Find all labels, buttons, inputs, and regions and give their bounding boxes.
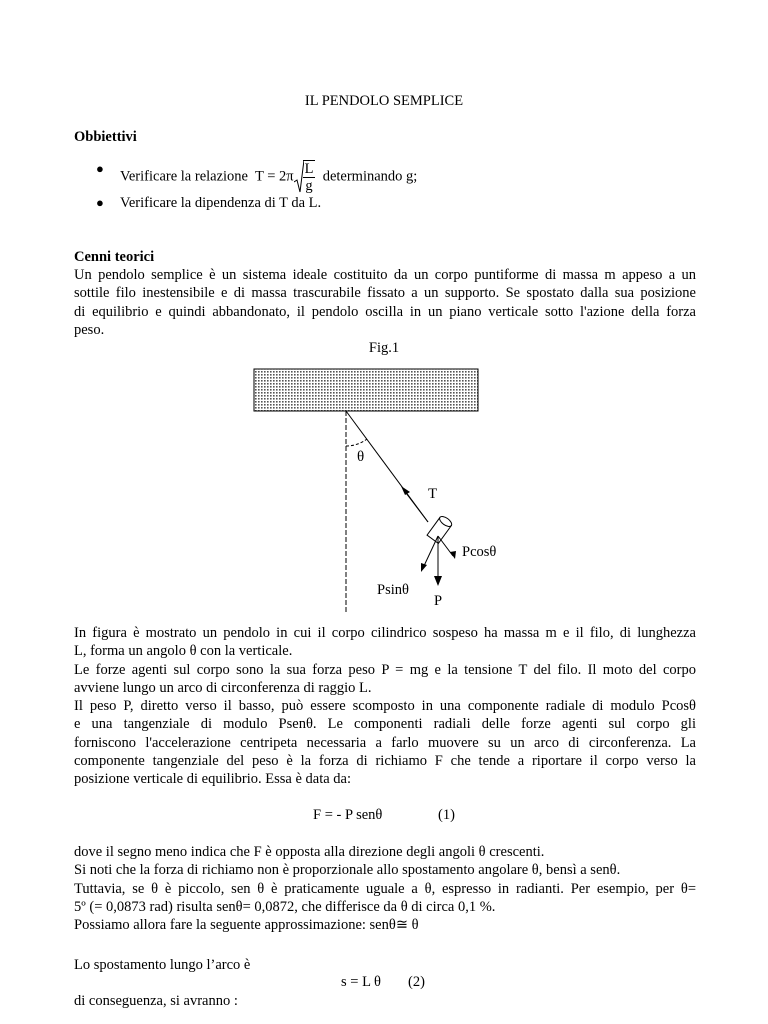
sqrt-fraction [303, 160, 316, 194]
text-line: sottile filo inestensibile e di massa trascurabile fissato a un supporto. Se spostato dalla sua posizione [74, 285, 696, 302]
theory-heading: Cenni teorici [74, 249, 155, 265]
psin-arrow [423, 536, 438, 568]
tension-label: T [428, 486, 438, 502]
figure-description [74, 624, 696, 789]
text-line: Le forze agenti sul corpo sono la sua forza peso P = mg e la tensione T del filo. Il moto del corpo [74, 661, 696, 678]
consequence-text: di conseguenza, si avranno : [74, 993, 238, 1009]
bullet-icon: ● [96, 161, 104, 176]
text-line: Possiamo allora fare la seguente approssimazione: senθ≅ θ [74, 917, 419, 934]
equation-2: s = L θ [341, 974, 381, 990]
text-line: posizione verticale di equilibrio. Essa è data da: [74, 771, 352, 788]
text-line: Si noti che la forza di richiamo non è proporzionale allo spostamento angolare θ, bensì a senθ. [74, 862, 621, 879]
angle-arc [346, 439, 367, 446]
text-line: 5º (= 0,0873 rad) risulta senθ= 0,0872, che differisce da θ di circa 0,1 %. [74, 898, 496, 915]
psin-arrowhead-icon [421, 563, 427, 572]
equation-2-number: (2) [408, 974, 425, 990]
pcos-arrowhead-icon [450, 551, 456, 559]
text-line: L, forma un angolo θ con la verticale. [74, 643, 293, 660]
fraction-denominator: g [305, 178, 313, 194]
psin-label: Psinθ [377, 582, 409, 598]
theory-paragraph [74, 266, 696, 339]
equation-1-number: (1) [438, 807, 455, 823]
text-line: di equilibrio e quindi abbandonato, il pendolo oscilla in un piano verticale sotto l'azione della forza [74, 303, 696, 320]
fraction-numerator: L [304, 161, 314, 177]
text-line: Un pendolo semplice è un sistema ideale costituito da un corpo puntiforme di massa m appeso a un [74, 267, 696, 283]
pcos-label: Pcosθ [462, 544, 497, 560]
tension-arrowhead-icon [401, 486, 410, 495]
text-line: Il peso P, diretto verso il basso, può essere scomposto in una componente radiale di modulo Pcosθ [74, 698, 696, 715]
weight-arrowhead-icon [434, 576, 442, 586]
text-line: e una tangenziale di modulo Psenθ. Le componenti radiali delle forze agenti sul corpo gli [74, 716, 696, 733]
text-line: forniscono l'accelerazione centripeta necessaria a farlo muovere su un arco di circonferenza. La [74, 734, 696, 751]
text-line: peso. [74, 321, 105, 338]
text-line: componente tangenziale del peso è la forza di richiamo F che tende a riportare il corpo verso la [74, 753, 696, 770]
approximation-paragraph [74, 843, 696, 934]
arc-displacement-text: Lo spostamento lungo l’arco è [74, 957, 251, 973]
ceiling-support [254, 369, 478, 411]
equation-1: F = - P senθ [313, 807, 383, 823]
objective-1-suffix: determinando g; [322, 168, 418, 185]
objective-1-prefix: Verificare la relazione [120, 168, 248, 185]
text-line: In figura è mostrato un pendolo in cui il corpo cilindrico sospeso ha massa m e il filo, di lunghezza [74, 625, 696, 641]
figure-caption: Fig.1 [368, 340, 400, 356]
objective-1-eq-left: T = 2π [255, 168, 294, 185]
theta-label: θ [357, 449, 365, 465]
tension-arrow [403, 489, 428, 522]
objective-2-text: Verificare la dipendenza di T da L. [120, 195, 322, 211]
weight-label: P [434, 593, 443, 609]
page-title: IL PENDOLO SEMPLICE [304, 93, 464, 109]
pendulum-figure [240, 362, 530, 622]
text-line: Tuttavia, se θ è piccolo, sen θ è praticamente uguale a θ, espresso in radianti. Per esempio, per θ= [74, 880, 696, 897]
bullet-icon: ● [96, 195, 104, 210]
text-line: avviene lungo un arco di circonferenza di raggio L. [74, 679, 372, 696]
text-line: dove il segno meno indica che F è opposta alla direzione degli angoli θ crescenti. [74, 844, 545, 860]
objectives-heading: Obbiettivi [74, 129, 137, 145]
